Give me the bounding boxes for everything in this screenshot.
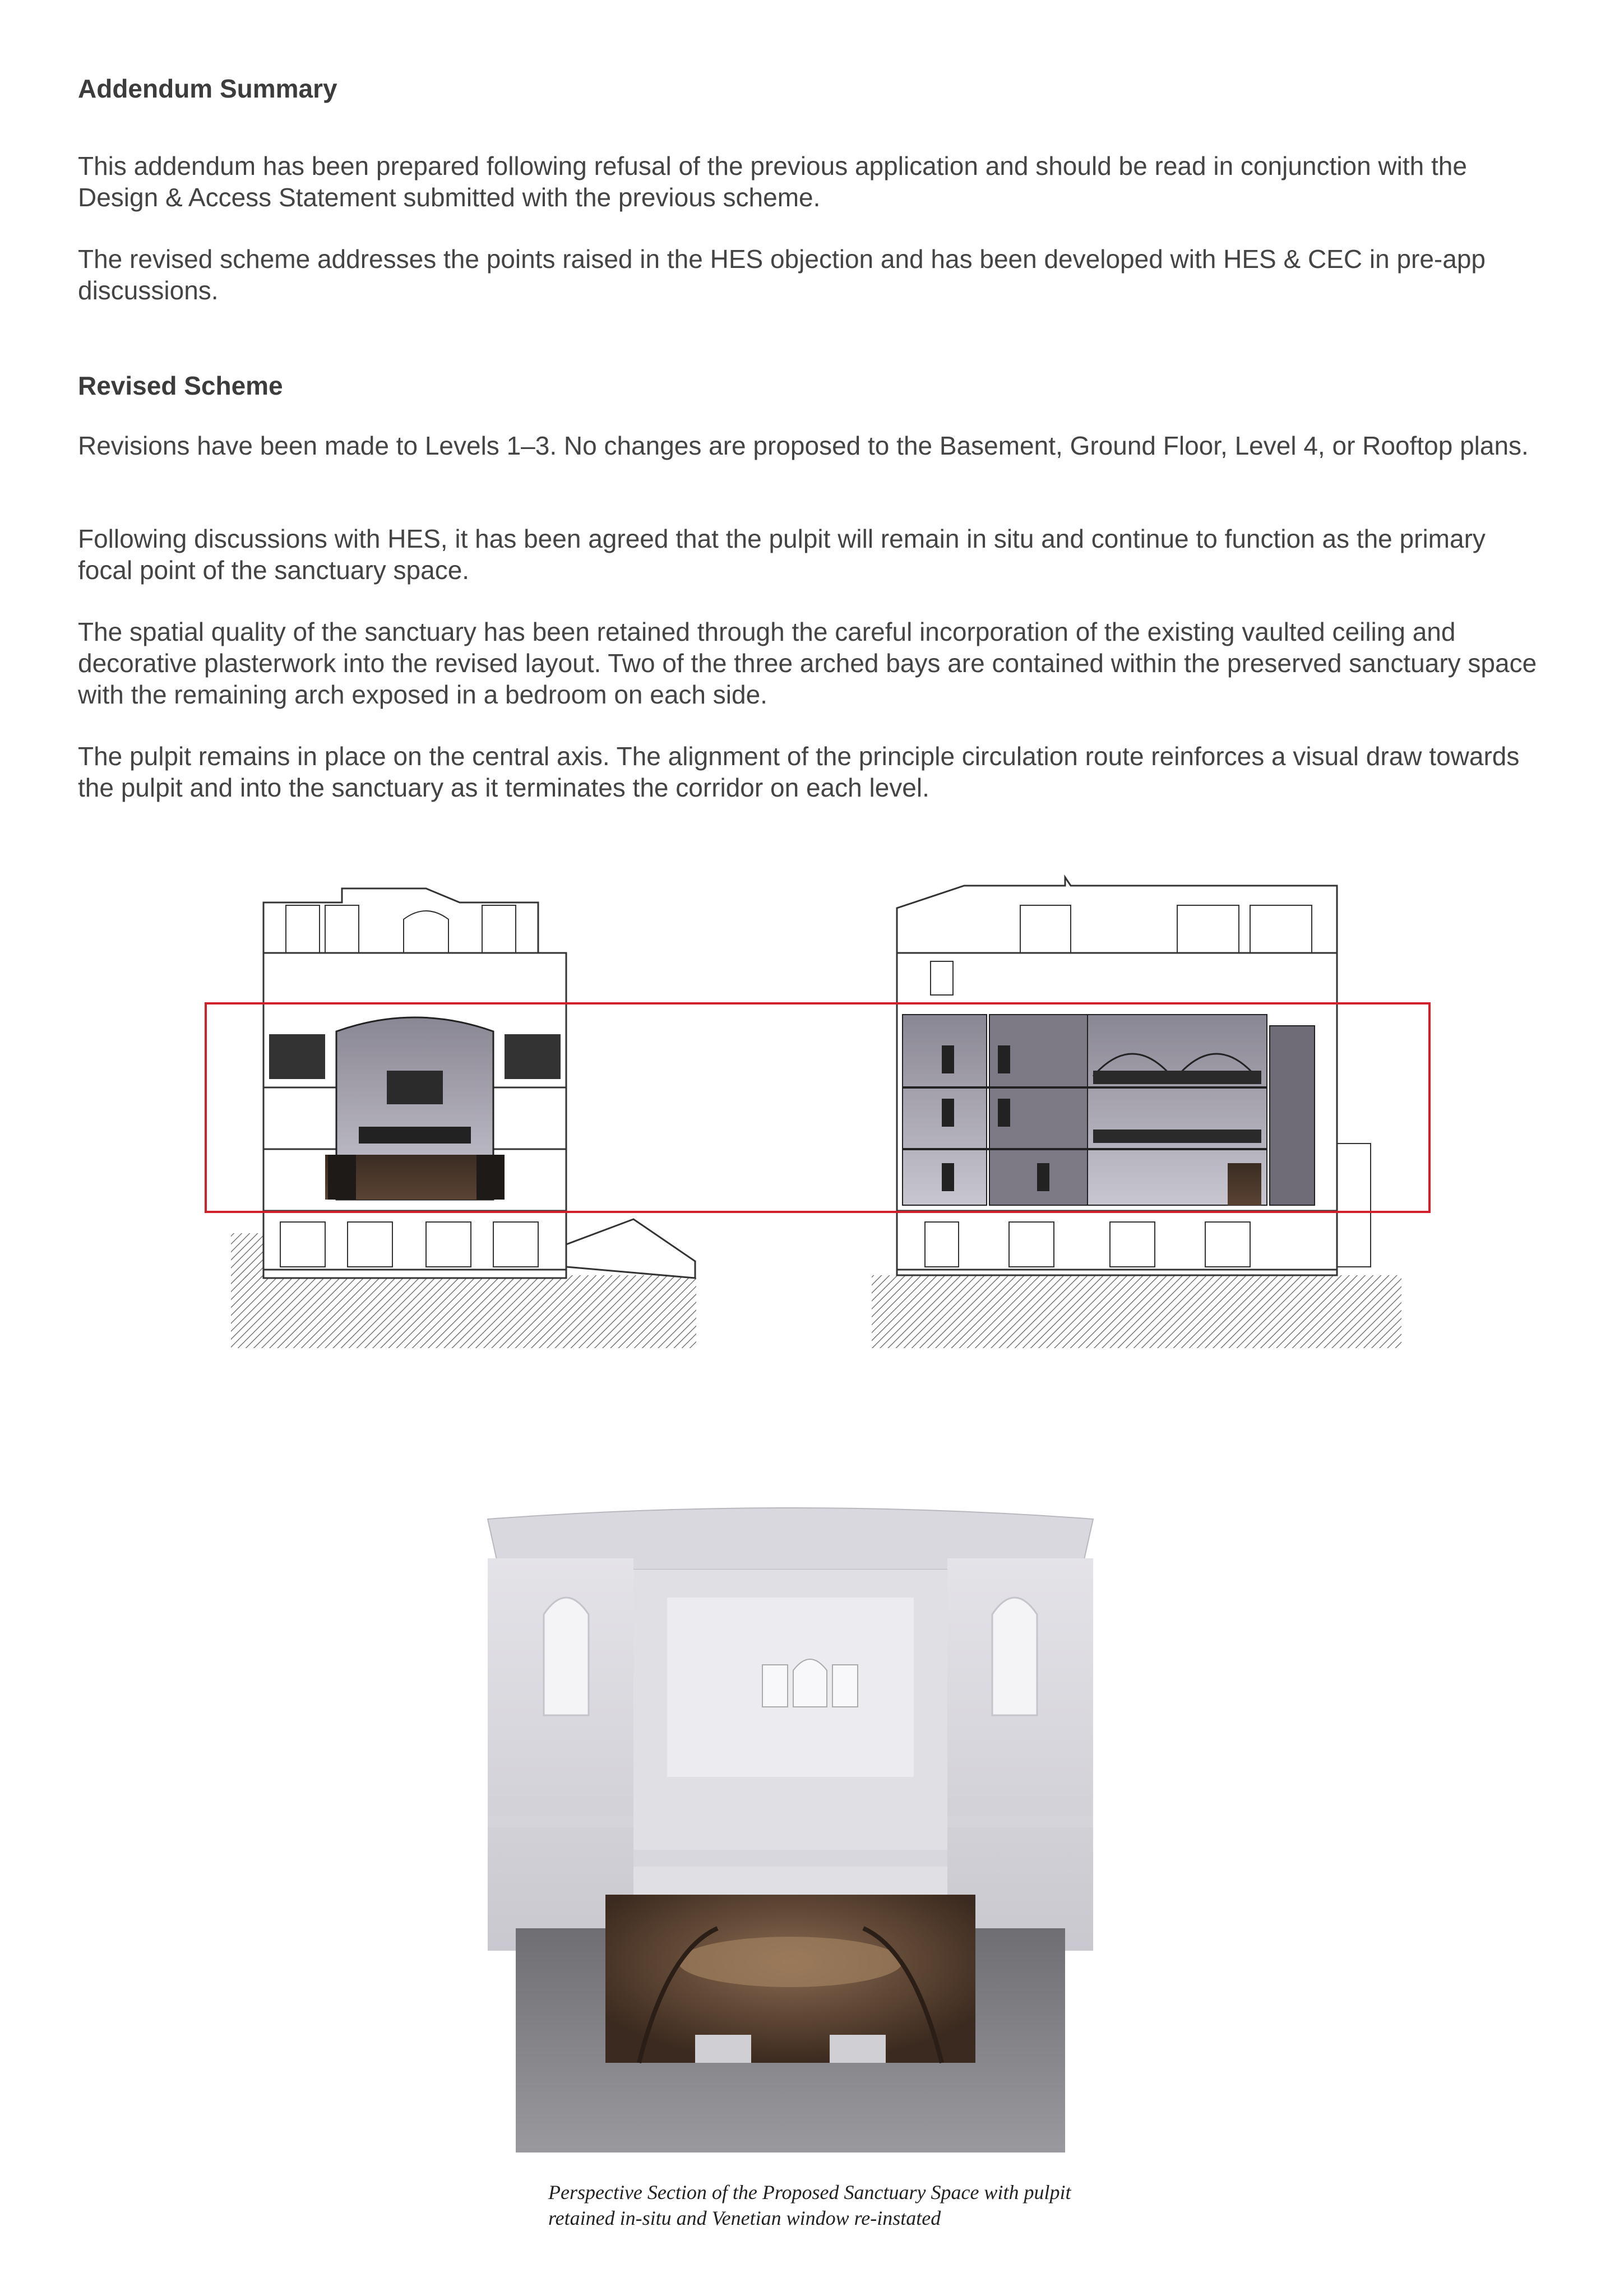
paragraph-revised-1: Revisions have been made to Levels 1–3. No changes are proposed to the Basement, Ground Floor, Level 4, or Rooftop plans. xyxy=(78,431,1529,460)
perspective-section-render xyxy=(482,1502,1099,2152)
paragraph-addendum-2: The revised scheme addresses the points raised in the HES objection and has been developed with HES & CEC in pre-app discussions. xyxy=(78,244,1486,305)
paragraph-revised-2: Following discussions with HES, it has been agreed that the pulpit will remain in situ and continue to function as the primary focal point of the sanctuary space. xyxy=(78,524,1486,585)
paragraph-revised-3: The spatial quality of the sanctuary has been retained through the careful incorporation of the existing vaulted ceiling and decorative plasterwork into the revised layout. Two of the three arched bays are contained within the preserved sanctuary space with the remaining arch exposed in a bedroom on each side. xyxy=(78,617,1537,709)
caption-line-1: Perspective Section of the Proposed Sanctuary Space with pulpit xyxy=(548,2181,1071,2204)
right-section-drawing xyxy=(872,877,1401,1348)
heading-revised-scheme: Revised Scheme xyxy=(78,371,283,400)
figure-caption xyxy=(548,2179,1165,2231)
left-section-drawing xyxy=(231,888,696,1348)
paragraph-addendum-1: This addendum has been prepared following refusal of the previous application and should be read in conjunction with the Design & Access Statement submitted with the previous scheme. xyxy=(78,151,1467,212)
paragraph-revised-4: The pulpit remains in place on the central axis. The alignment of the principle circulation route reinforces a visual draw towards the pulpit and into the sanctuary as it terminates the corridor on each level. xyxy=(78,742,1520,802)
caption-line-2: retained in-situ and Venetian window re-instated xyxy=(548,2207,941,2229)
heading-addendum-summary: Addendum Summary xyxy=(78,74,337,103)
